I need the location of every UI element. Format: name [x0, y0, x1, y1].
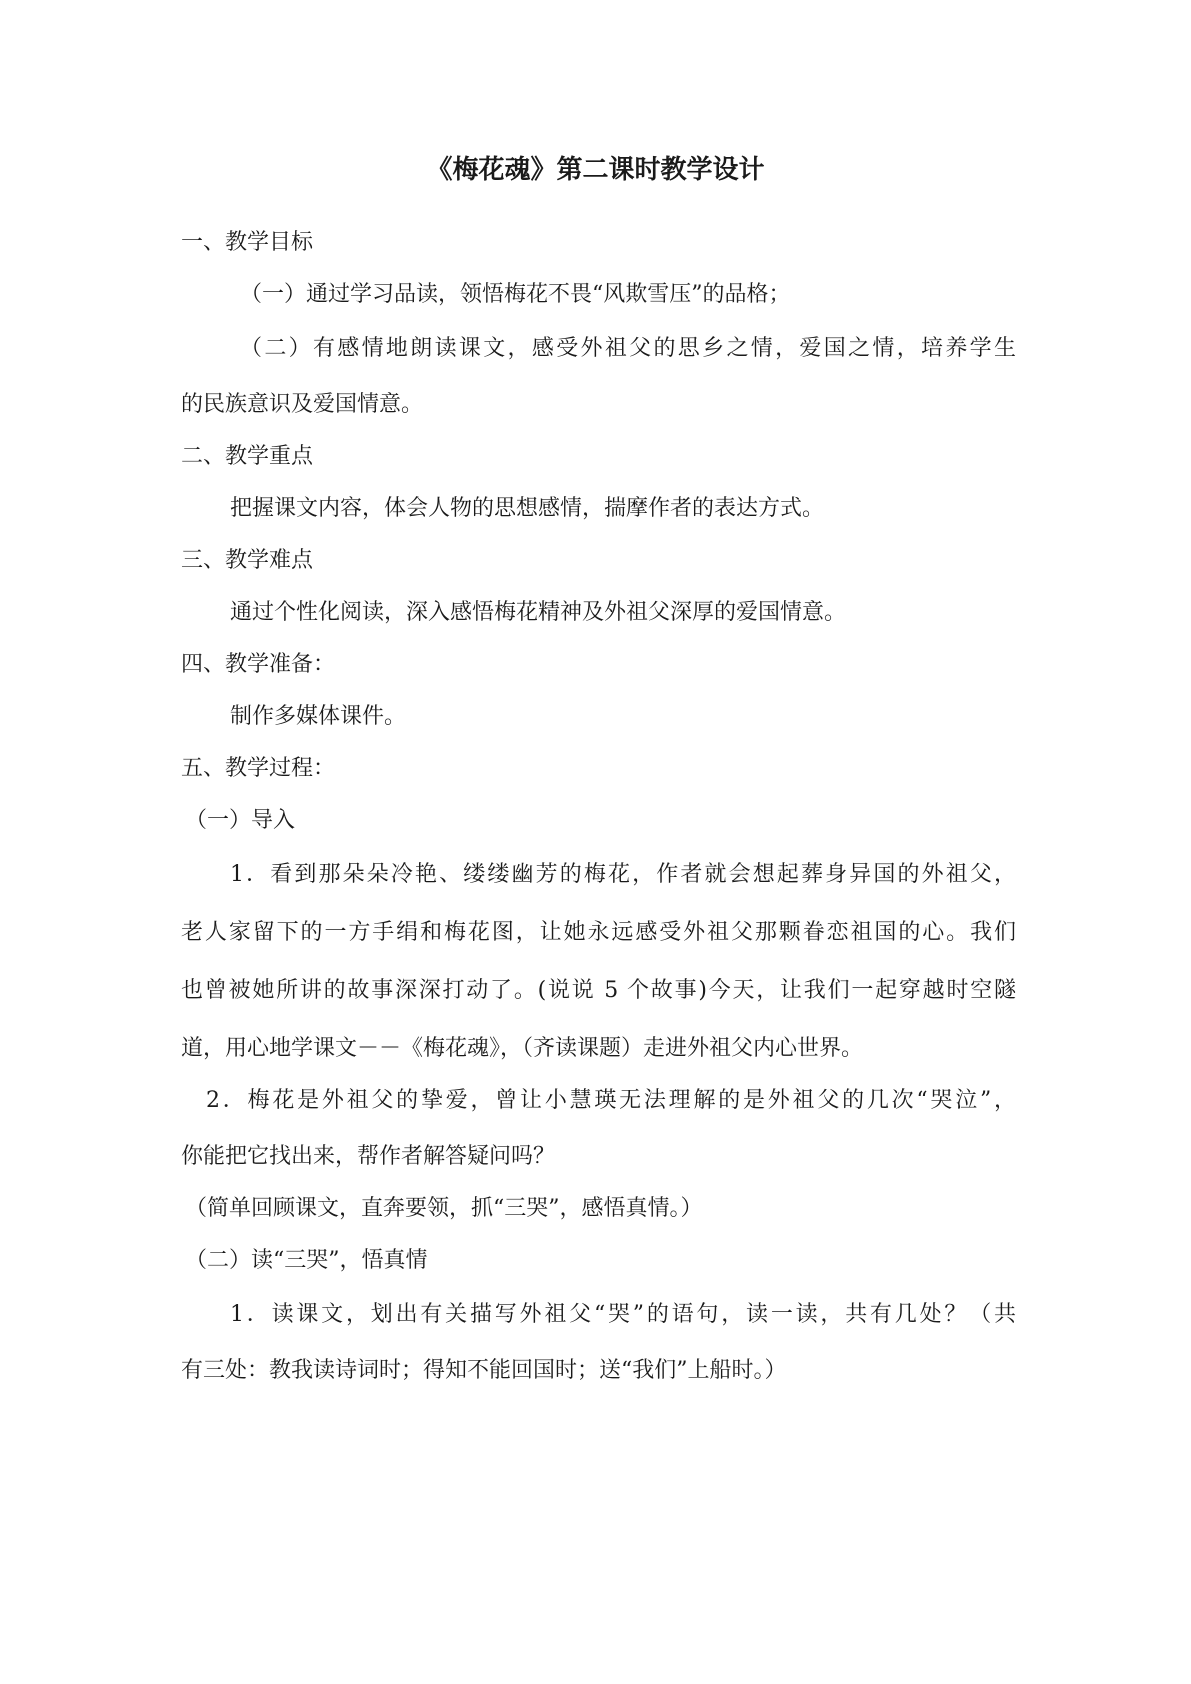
preparation-text: 制作多媒体课件。 [230, 704, 407, 729]
section-heading-key-points: 二、教学重点 [181, 444, 314, 469]
subsection-three-cries: （二）读“三哭”，悟真情 [185, 1248, 428, 1273]
page-title: 《梅花魂》第二课时教学设计 [426, 155, 765, 185]
difficulties-text: 通过个性化阅读，深入感悟梅花精神及外祖父深厚的爱国情意。 [230, 600, 847, 625]
objective-2-continued: 的民族意识及爱国情意。 [181, 392, 424, 417]
objective-1: （一）通过学习品读，领悟梅花不畏“风欺雪压”的品格； [240, 282, 791, 307]
key-points-text: 把握课文内容，体会人物的思想感情，揣摩作者的表达方式。 [230, 496, 825, 521]
intro-paragraph-line-4: 道，用心地学课文－－《梅花魂》，（齐读课题）走进外祖父内心世界。 [181, 1036, 864, 1061]
review-note: （简单回顾课文，直奔要领，抓“三哭”，感悟真情。） [185, 1196, 703, 1221]
question-paragraph-line-2: 你能把它找出来，帮作者解答疑问吗？ [181, 1144, 556, 1169]
intro-paragraph-line-2: 老人家留下的一方手绢和梅花图，让她永远感受外祖父那颗眷恋祖国的心。我们 [181, 920, 1016, 945]
section-heading-difficulties: 三、教学难点 [181, 548, 314, 573]
section-heading-objectives: 一、教学目标 [181, 230, 314, 255]
intro-paragraph-line-1: 1．看到那朵朵冷艳、缕缕幽芳的梅花，作者就会想起葬身异国的外祖父， [230, 862, 1016, 887]
section-heading-preparation: 四、教学准备： [181, 652, 336, 677]
task-paragraph-line-1: 1．读课文，划出有关描写外祖父“哭”的语句，读一读，共有几处？（共 [230, 1302, 1016, 1327]
task-paragraph-line-2: 有三处：教我读诗词时；得知不能回国时；送“我们”上船时。） [181, 1358, 787, 1383]
section-heading-process: 五、教学过程： [181, 756, 336, 781]
intro-paragraph-line-3: 也曾被她所讲的故事深深打动了。(说说 5 个故事)今天，让我们一起穿越时空隧 [181, 978, 1016, 1003]
subsection-intro: （一）导入 [185, 808, 296, 833]
question-paragraph-line-1: 2．梅花是外祖父的挚爱，曾让小慧瑛无法理解的是外祖父的几次“哭泣”， [206, 1088, 1016, 1113]
objective-2: （二）有感情地朗读课文，感受外祖父的思乡之情，爱国之情，培养学生 [240, 336, 1016, 361]
